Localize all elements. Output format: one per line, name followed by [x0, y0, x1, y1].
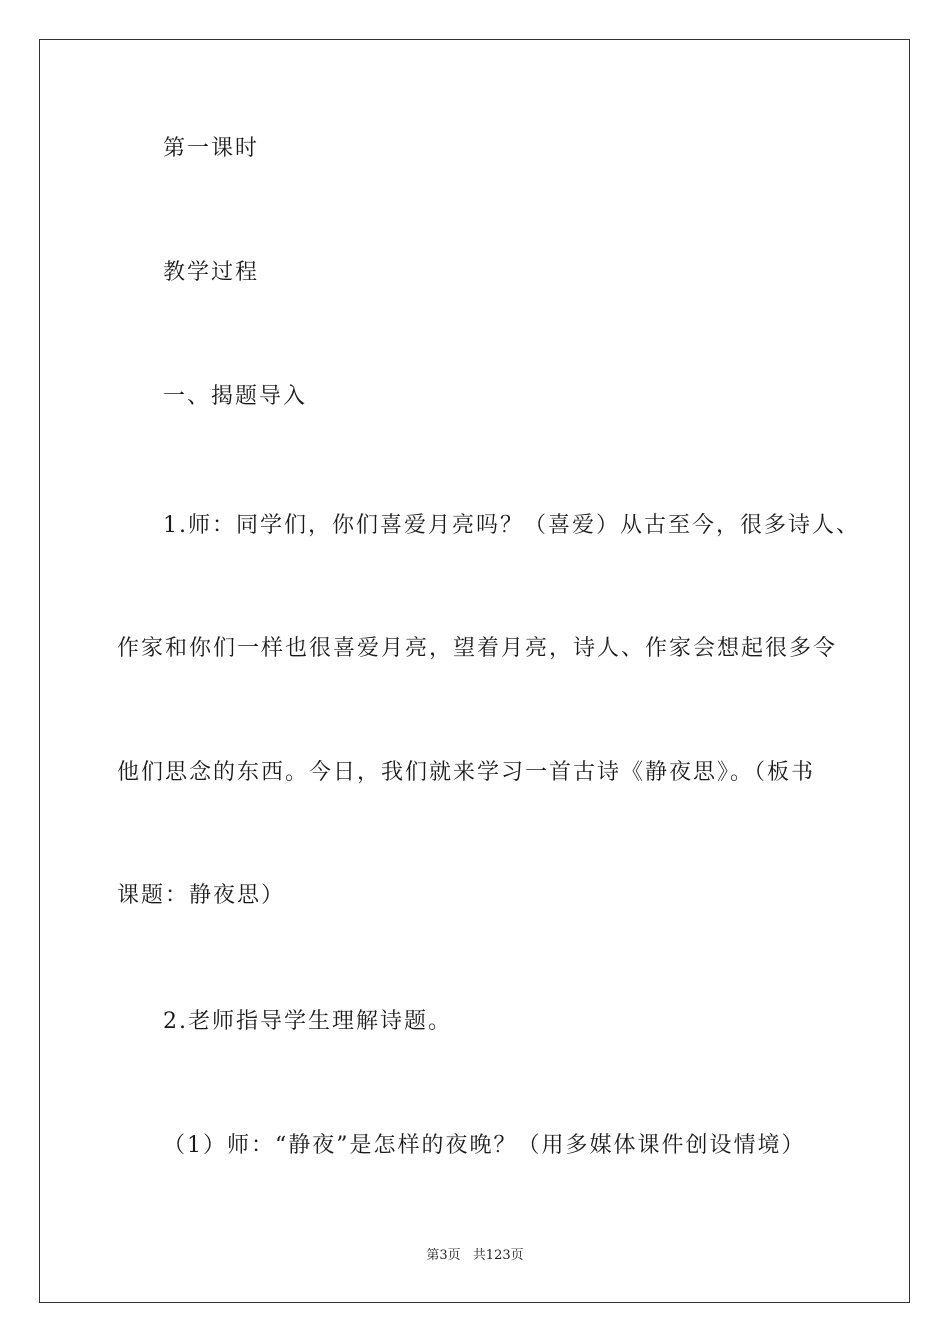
paragraph-line: 1.师：同学们，你们喜爱月亮吗？（喜爱）从古至今，很多诗人、	[163, 513, 860, 538]
page-total: 共123页	[472, 1248, 524, 1263]
lesson-heading: 第一课时	[163, 136, 260, 161]
page-number: 第3页	[426, 1248, 461, 1263]
paragraph-line: （1）师：“静夜”是怎样的夜晚？（用多媒体课件创设情境）	[163, 1133, 806, 1158]
page-footer	[0, 1247, 950, 1265]
paragraph-line: 2.老师指导学生理解诗题。	[163, 1009, 452, 1034]
process-heading: 教学过程	[163, 260, 260, 285]
paragraph-line: 作家和你们一样也很喜爱月亮，望着月亮，诗人、作家会想起很多令	[117, 636, 838, 661]
paragraph-line: 课题：静夜思）	[117, 883, 286, 908]
page-border	[39, 39, 910, 1303]
paragraph-line: 他们思念的东西。今日，我们就来学习一首古诗《静夜思》。（板书	[117, 760, 816, 785]
section-title: 一、揭题导入	[163, 384, 308, 409]
